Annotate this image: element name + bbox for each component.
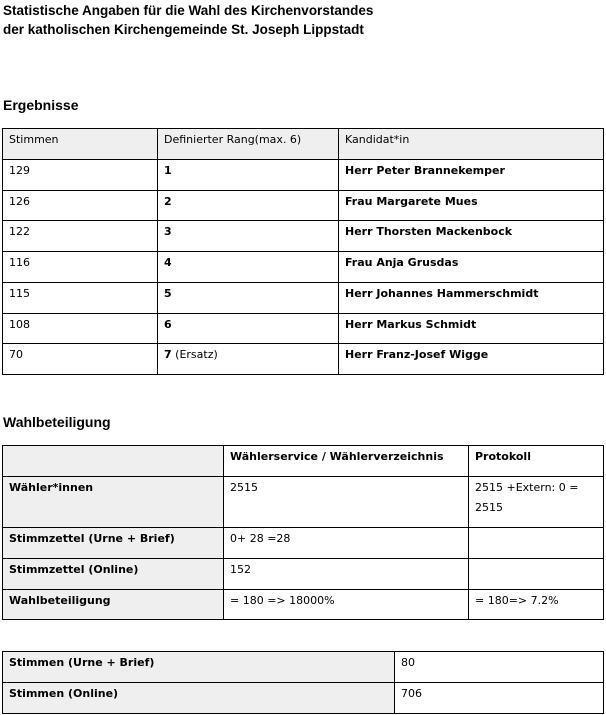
votes-cell: 70 [3, 344, 158, 375]
rank-cell [158, 221, 339, 252]
table-row [3, 314, 604, 344]
protocol-cell: = 180=> 7.2% [469, 590, 604, 620]
table-row [3, 344, 604, 375]
column-header: Protokoll [469, 446, 604, 477]
protocol-cell [469, 528, 604, 559]
votes-cell: 126 [3, 191, 158, 221]
rank-cell [158, 283, 339, 314]
candidate-cell: Herr Peter Brannekemper [339, 160, 604, 191]
table-row [3, 283, 604, 314]
table-row [3, 652, 604, 683]
row-label: Wahlbeteiligung [3, 590, 224, 620]
rank-number: 6 [164, 318, 172, 331]
results-heading: Ergebnisse [3, 97, 79, 113]
row-label: Stimmzettel (Online) [3, 559, 224, 590]
rank-cell [158, 191, 339, 221]
votes-cell: 116 [3, 252, 158, 283]
protocol-line: 2515 [475, 501, 503, 514]
turnout-table [2, 445, 604, 620]
candidate-cell: Herr Johannes Hammerschmidt [339, 283, 604, 314]
service-cell: 152 [224, 559, 469, 590]
row-label: Stimmzettel (Urne + Brief) [3, 528, 224, 559]
row-label: Stimmen (Urne + Brief) [3, 652, 395, 683]
votes-cell: 122 [3, 221, 158, 252]
candidate-cell: Frau Anja Grusdas [339, 252, 604, 283]
votes-cell: 129 [3, 160, 158, 191]
rank-cell [158, 344, 339, 375]
column-header: Kandidat*in [339, 129, 604, 160]
value-cell: 706 [395, 683, 604, 714]
value-cell: 80 [395, 652, 604, 683]
title-line-1: Statistische Angaben für die Wahl des Kirchenvorstandes [3, 3, 374, 18]
rank-number: 2 [164, 195, 172, 208]
rank-number: 5 [164, 287, 172, 300]
table-row [3, 160, 604, 191]
column-header: Stimmen [3, 129, 158, 160]
rank-number: 7 [164, 348, 172, 361]
turnout-header-row [3, 446, 604, 477]
rank-number: 3 [164, 225, 172, 238]
rank-note: (Ersatz) [171, 348, 218, 361]
service-cell: 0+ 28 =28 [224, 528, 469, 559]
table-row [3, 528, 604, 559]
candidate-cell: Herr Markus Schmidt [339, 314, 604, 344]
votes-cell: 115 [3, 283, 158, 314]
rank-number: 4 [164, 256, 172, 269]
column-header [3, 446, 224, 477]
rank-cell [158, 314, 339, 344]
protocol-cell [469, 477, 604, 528]
table-row [3, 221, 604, 252]
turnout-heading: Wahlbeteiligung [3, 414, 111, 430]
table-row [3, 252, 604, 283]
candidate-cell: Frau Margarete Mues [339, 191, 604, 221]
title-line-2: der katholischen Kirchengemeinde St. Joseph Lippstadt [3, 22, 364, 37]
column-header: Wählerservice / Wählerverzeichnis [224, 446, 469, 477]
protocol-cell [469, 559, 604, 590]
results-header-row [3, 129, 604, 160]
service-cell: = 180 => 18000% [224, 590, 469, 620]
protocol-line: 2515 +Extern: 0 = [475, 481, 579, 494]
table-row [3, 477, 604, 528]
row-label: Stimmen (Online) [3, 683, 395, 714]
votes-cell: 108 [3, 314, 158, 344]
candidate-cell: Herr Thorsten Mackenbock [339, 221, 604, 252]
rank-number: 1 [164, 164, 172, 177]
candidate-cell: Herr Franz-Josef Wigge [339, 344, 604, 375]
votes-summary-table [2, 651, 604, 714]
table-row [3, 683, 604, 714]
table-row [3, 590, 604, 620]
rank-cell [158, 252, 339, 283]
service-cell: 2515 [224, 477, 469, 528]
column-header: Definierter Rang(max. 6) [158, 129, 339, 160]
row-label: Wähler*innen [3, 477, 224, 528]
table-row [3, 559, 604, 590]
document-title [3, 1, 373, 39]
results-table [2, 128, 604, 375]
rank-cell [158, 160, 339, 191]
table-row [3, 191, 604, 221]
